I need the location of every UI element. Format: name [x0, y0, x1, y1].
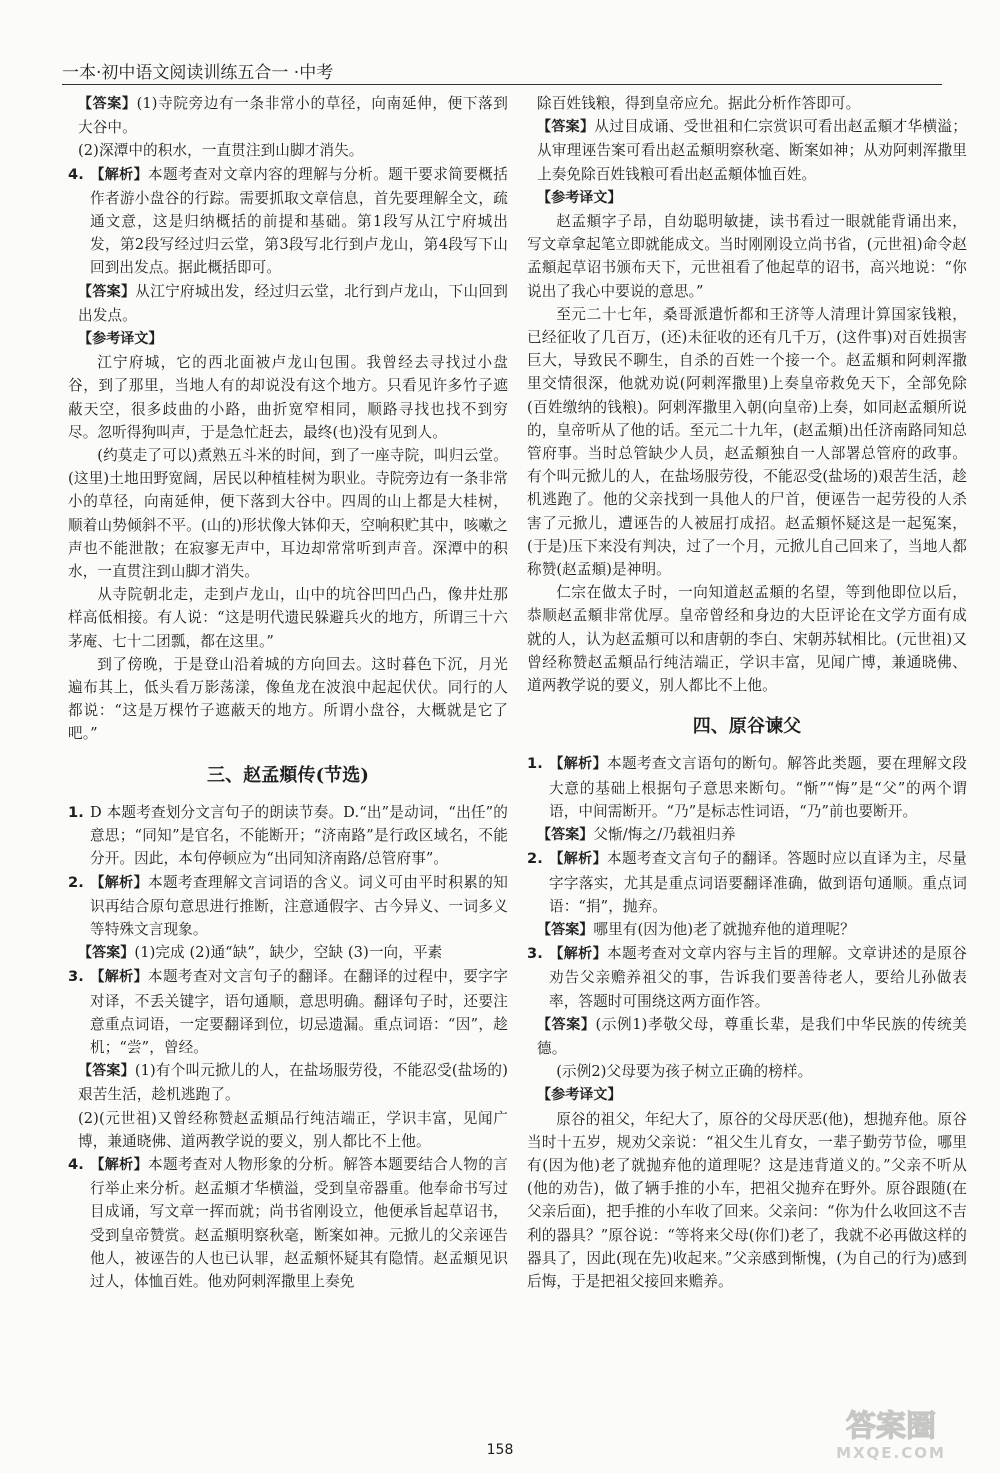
translation-tag: 【参考译文】	[537, 1087, 622, 1104]
answer-text: (1)有个叫元掀儿的人，在盐场服劳役，不能忍受(盐场的)艰苦生活，趁机逃跑了。	[78, 1062, 508, 1104]
answer-tag: 【答案】	[78, 945, 135, 962]
answer-text: (示例1)孝敬父母，尊重长辈，是我们中华民族的传统美德。	[537, 1015, 967, 1057]
question-number: 4.	[68, 165, 84, 183]
answer-tag: 【答案】	[78, 96, 137, 112]
answer-tag: 【答案】	[537, 921, 594, 938]
answer-text: (2)(元世祖)又曾经称赞赵孟頫品行纯洁端正，学识丰富，见闻广博，兼通晓佛、道两教学说的要义，别人都比不上他。	[78, 1109, 508, 1150]
answer-tag: 【答案】	[537, 119, 595, 136]
answer-block	[527, 918, 967, 942]
analysis-tag: 【解析】	[90, 969, 148, 986]
question-number: 1.	[527, 755, 543, 773]
translation-paragraph: 到了傍晚，于是登山沿着城的方向回去。这时暮色下沉，月光遍布其上，低头看万影荡漾，像鱼龙在波浪中起起伏伏。同行的人都说：“这是万棵竹子遮蔽天的地方。所谓小盘谷，大概就是它了吧。”	[68, 655, 508, 743]
analysis-tag: 【解析】	[549, 946, 607, 963]
translation-tag: 【参考译文】	[537, 189, 622, 206]
analysis-tag: 【解析】	[549, 851, 607, 868]
analysis-text: 本题考查对文言句子的翻译。在翻译的过程中，要字字对译，不丢关键字，语句通顺，意思明确。翻译句子时，还要注意重点词语，一定要翻译到位，切忌遗漏。重点词语：“因”，趁机；“尝”，曾经。	[90, 968, 508, 1056]
answer-tag: 【答案】	[78, 1063, 135, 1080]
analysis-text: 本题考查对人物形象的分析。解答本题要结合人物的言行举止来分析。赵孟頫才华横溢，受到皇帝器重。他奉命书写过目成诵，写文章一挥而就；尚书省刚设立，他便承旨起草诏书，受到皇帝赞赏。赵孟頫明察秋毫，断案如神。元掀儿的父亲诬告他人，被诬告的人也已认罪，赵孟頫怀疑其有隐情。赵孟頫见识过人，体恤百姓。他劝阿剌浑撒里上奏免	[90, 1155, 508, 1290]
question-2	[68, 871, 508, 942]
answer-tag: 【答案】	[537, 1016, 596, 1033]
question-number: 2.	[68, 873, 84, 891]
header-rule	[62, 84, 942, 85]
analysis-tag: 【解析】	[90, 1156, 148, 1173]
translation-paragraph: 赵孟頫字子昂，自幼聪明敏捷，读书看过一眼就能背诵出来，写文章拿起笔立即就能成文。当时刚刚设立尚书省，(元世祖)命令赵孟頫起草诏书颁布天下，元世祖看了他起草的诏书，高兴地说：“你说出了我心中要说的意思。”	[527, 213, 967, 300]
section-title: 三、赵孟頫传(节选)	[206, 764, 370, 786]
analysis-tag: 【解析】	[549, 756, 607, 773]
translation-paragraph: 原谷的祖父，年纪大了，原谷的父母厌恶(他)，想抛弃他。原谷当时十五岁，规劝父亲说：“祖父生儿育女，一辈子勤劳节俭，哪里有(因为他)老了就抛弃他的道理呢？这是违背道义的。”父亲不听从(他的劝告)，做了辆手推的小车，把祖父抛弃在野外。原谷跟随(在父亲后面)，把手推的小车收了回来。父亲问：“你为什么收回这不吉利的器具？”原谷说：“等将来父母(你们)老了，我就不必再做这样的器具了，因此(现在先)收起来。”父亲感到惭愧，(为自己的行为)感到后悔，于是把祖父接回来赡养。	[527, 1110, 967, 1290]
answer-tag: 【答案】	[78, 283, 136, 300]
translation-paragraph: (约莫走了可以)煮熟五斗米的时间，到了一座寺院，叫归云堂。(这里)土地田野宽阔，居民以种植桂树为职业。寺院旁边有一条非常小的草径，向南延伸，便下落到大谷中。四周的山上都是大桂树，顺着山势倾斜不平。(山的)形状像大钵仰天，空响积贮其中，咳嗽之声也不能泄散；在寂寥无声中，耳边却常常听到声音。深潭中的积水，一直贯注到山脚才消失。	[68, 447, 508, 581]
watermark-logo-text: 答案圈	[846, 1409, 936, 1444]
answer-text: (示例2)父母要为孩子树立正确的榜样。	[556, 1063, 813, 1081]
answer-block	[527, 115, 967, 186]
running-title: 一本·初中语文阅读训练五合一 ·中考	[62, 63, 334, 83]
question-2	[527, 847, 967, 918]
analysis-text: 本题考查对文章内容的理解与分析。题干要求简要概括作者游小盘谷的行踪。需要抓取文章信息，首先要理解全文，疏通文意，这是归纳概括的前提和基础。第1段写从江宁府城出发，第2段写经过归云堂，第3段写北行到卢龙山，第4段写下山回到出发点。据此概括即可。	[90, 165, 508, 277]
analysis-text: 本题考查文言句子的翻译。答题时应以直译为主，尽量字字落实，尤其是重点词语要翻译准确，做到语句通顺。重点词语：“捐”，抛弃。	[549, 850, 967, 915]
translation-heading	[527, 1083, 967, 1107]
question-text: D 本题考查划分文言句子的朗读节奏。D.“出”是动词，“出任”的意思；“同知”是官名，不能断开；“济南路”是行政区域名，不能分开。因此，本句停顿应为“出同知济南路/总管府事”。	[90, 803, 508, 868]
translation-tag: 【参考译文】	[78, 331, 163, 348]
translation-paragraph: 江宁府城，它的西北面被卢龙山包围。我曾经去寻找过小盘谷，到了那里，当地人有的却说没有这个地方。只看见许多竹子遮蔽天空，很多歧曲的小路，曲折宽窄相同，顺路寻找也找不到穷尽。忽听得狗叫声，于是急忙赶去，最终(也)没有见到人。	[68, 354, 508, 441]
translation-paragraph: 至元二十七年，桑哥派遣忻都和王济等人清理计算国家钱粮，已经征收了几百万，(还)未征收的还有几千万，(这件事)对百姓损害巨大，导致民不聊生，自杀的百姓一个接一个。赵孟頫和阿剌浑撒里交情很深，他就劝说(阿剌浑撒里)上奏皇帝救免天下，全部免除(百姓缴纳的钱粮)。阿剌浑撒里入朝(向皇帝)上奏，如同赵孟頫所说的，皇帝听从了他的话。至元二十九年，(赵孟頫)出任济南路同知总管府事。当时总管缺少人员，赵孟頫独自一人部署总管府的政事。有个叫元掀儿的人，在盐场服劳役，不能忍受(盐场的)艰苦生活，趁机逃跑了。他的父亲找到一具他人的尸首，便诬告一起劳役的人杀害了元掀儿，遭诬告的人被屈打成招。赵孟頫怀疑这是一起冤案，(于是)压下来没有判决，过了一个月，元掀儿自己回来了，当地人都称赞(赵孟頫)是神明。	[527, 305, 967, 579]
answer-text: 从过目成诵、受世祖和仁宗赏识可看出赵孟頫才华横溢；从审理诬告案可看出赵孟頫明察秋毫、断案如神；从劝阿剌浑撒里上奏免除百姓钱粮可看出赵孟頫体恤百姓。	[537, 118, 967, 183]
question-number: 2.	[527, 850, 543, 868]
page-number: 158	[486, 1442, 514, 1458]
site-watermark	[796, 1398, 986, 1464]
section-title: 四、原谷谏父	[692, 716, 802, 738]
analysis-tag: 【解析】	[90, 874, 148, 891]
analysis-tag: 【解析】	[90, 166, 148, 183]
right-column	[527, 92, 967, 1293]
analysis-text: 本题考查理解文言词语的含义。词义可由平时积累的知识再结合原句意思进行推断，注意通假字、古今异义、一词多义等特殊文言现象。	[90, 873, 508, 938]
answer-block	[68, 92, 508, 139]
question-1	[68, 801, 508, 871]
answer-text: (1)寺院旁边有一条非常小的草径，向南延伸，便下落到大谷中。	[78, 95, 508, 137]
answer-text: (2)深潭中的积水，一直贯注到山脚才消失。	[78, 142, 364, 160]
answer-text: 从江宁府城出发，经过归云堂，北行到卢龙山，下山回到出发点。	[78, 282, 508, 324]
answer-text: 哪里有(因为他)老了就抛弃他的道理呢？	[593, 920, 855, 938]
answer-text: (1)完成 (2)通“缺”，缺少，空缺 (3)一向，平素	[134, 944, 443, 962]
answer-tag: 【答案】	[537, 827, 594, 844]
question-1	[527, 752, 967, 823]
translation-heading	[527, 186, 967, 210]
question-number: 1.	[68, 803, 84, 821]
analysis-text: 本题考查文言语句的断句。解答此类题，要在理解文段大意的基础上根据句子意思来断句。“惭”“悔”是“父”的两个谓语，中间需断开。“乃”是标志性词语，“乃”前也要断开。	[549, 755, 967, 820]
answer-block	[68, 941, 508, 965]
question-4	[68, 1153, 508, 1293]
answer-block	[68, 280, 508, 327]
translation-heading	[68, 327, 508, 351]
answer-text: 父惭/悔之/乃载祖归养	[593, 826, 736, 844]
question-4	[68, 163, 508, 280]
answer-block	[527, 1013, 967, 1060]
question-number: 3.	[68, 968, 84, 986]
answer-block	[68, 1059, 508, 1106]
answer-block	[527, 823, 967, 847]
left-column	[68, 92, 508, 1293]
analysis-text: 本题考查对文章内容与主旨的理解。文章讲述的是原谷劝告父亲赡养祖父的事，告诉我们要善待老人，要给儿孙做表率，答题时可围绕这两方面作答。	[549, 945, 967, 1010]
question-number: 3.	[527, 945, 543, 963]
question-number: 4.	[68, 1155, 84, 1173]
analysis-continuation: 除百姓钱粮，得到皇帝应允。据此分析作答即可。	[537, 95, 861, 112]
question-3	[527, 942, 967, 1013]
translation-paragraph: 仁宗在做太子时，一向知道赵孟頫的名望，等到他即位以后，恭顺赵孟頫非常优厚。皇帝曾经和身边的大臣评论在文学方面有成就的人，认为赵孟頫可以和唐朝的李白、宋朝苏轼相比。(元世祖)又曾经称赞赵孟頫品行纯洁端正，学识丰富，见闻广博，兼通晓佛、道两教学说的要义，别人都比不上他。	[527, 584, 967, 695]
translation-paragraph: 从寺院朝北走，走到卢龙山，山中的坑谷凹凹凸凸，像井灶那样高低相接。有人说：“这是明代遗民躲避兵火的地方，所谓三十六茅庵、七十二团瓢，都在这里。”	[68, 586, 508, 650]
question-3	[68, 965, 508, 1059]
watermark-url-text: MXQE.COM	[836, 1444, 946, 1462]
